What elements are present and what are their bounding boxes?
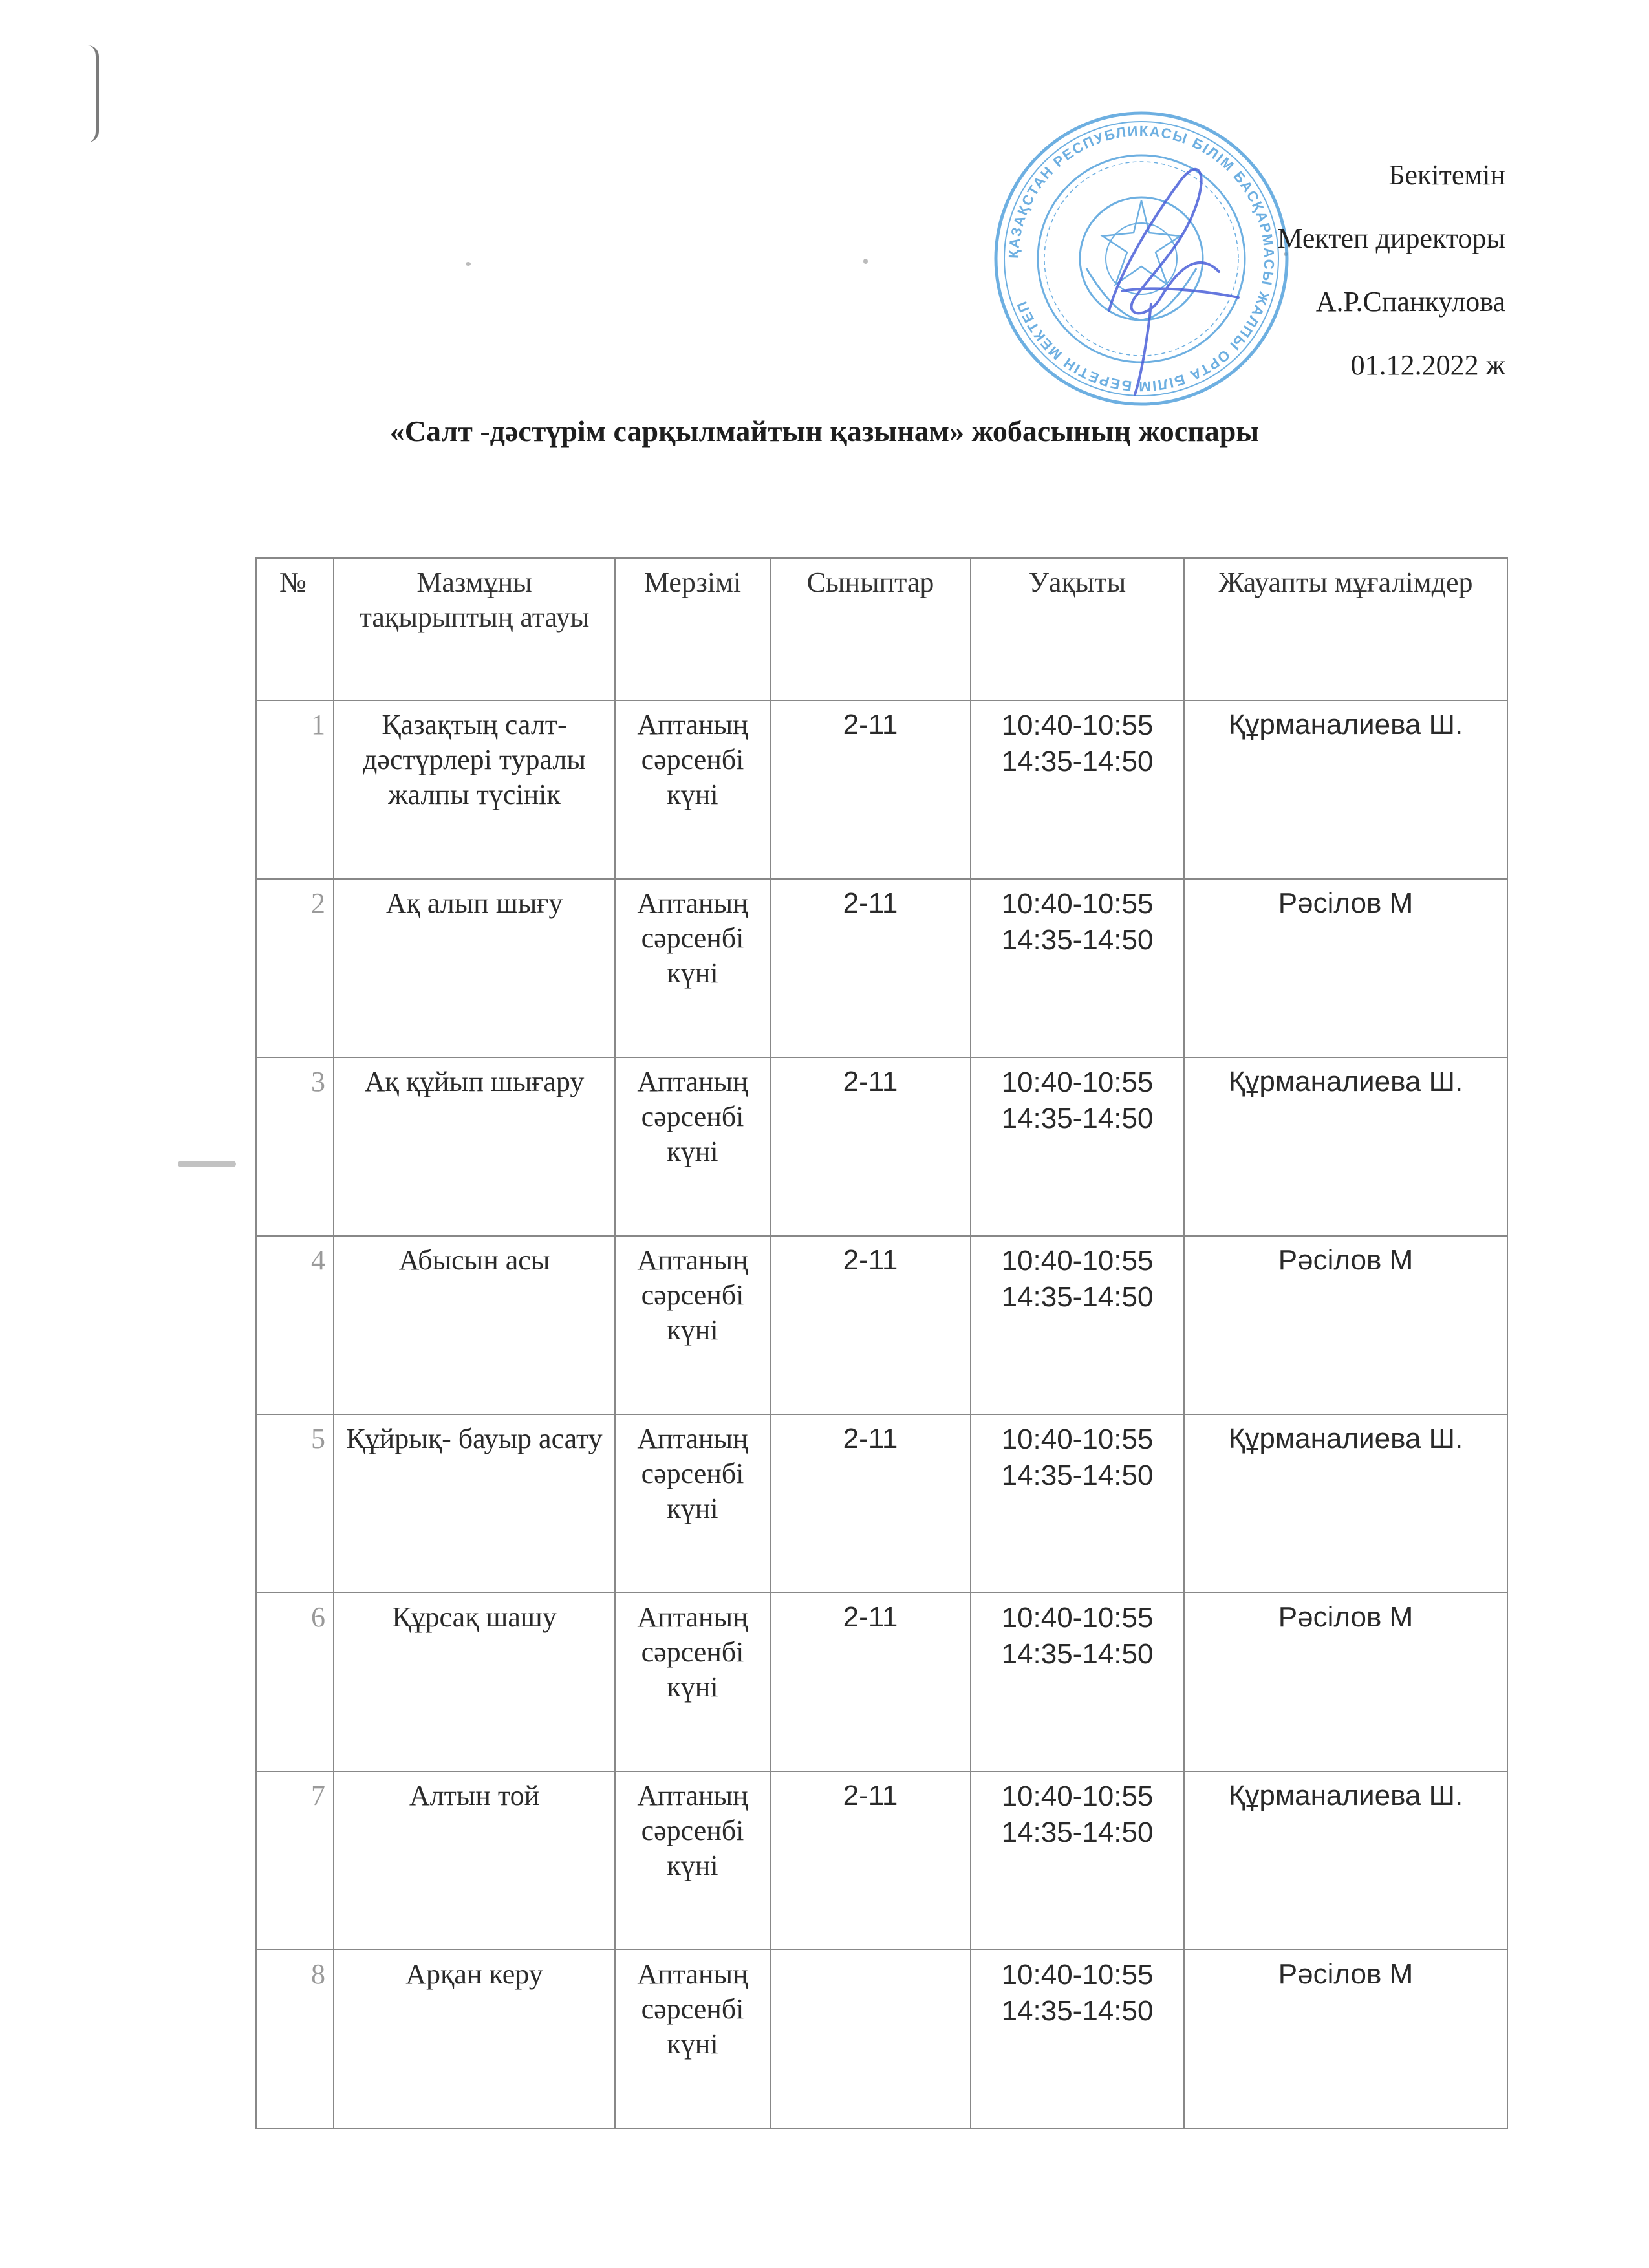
- period-cell: Аптаның сәрсенбі күні: [615, 1593, 770, 1771]
- scan-speck: [863, 259, 868, 264]
- time-cell: [971, 1950, 1184, 2128]
- period-cell: Аптаның сәрсенбі күні: [615, 1236, 770, 1414]
- time-slot: 14:35-14:50: [1001, 1281, 1154, 1313]
- time-slot: 10:40-10:55: [1001, 1423, 1154, 1455]
- header-teachers: Жауапты мұғалімдер: [1184, 558, 1507, 700]
- time-slot: 10:40-10:55: [1001, 1066, 1154, 1098]
- grades-cell: 2-11: [770, 1593, 971, 1771]
- approval-heading: Бекітемін: [1388, 159, 1505, 191]
- teacher-cell: Рәсілов М: [1184, 1593, 1507, 1771]
- period-cell: Аптаның сәрсенбі күні: [615, 1057, 770, 1236]
- director-title: Мектеп директоры: [1277, 222, 1505, 254]
- grades-cell: 2-11: [770, 1236, 971, 1414]
- approval-date: 01.12.2022 ж: [1350, 349, 1505, 381]
- period-cell: Аптаның сәрсенбі күні: [615, 1771, 770, 1950]
- period-cell: Аптаның сәрсенбі күні: [615, 1414, 770, 1593]
- svg-text:ҚАЗАҚСТАН РЕСПУБЛИКАСЫ БІЛІМ Б: [1006, 123, 1277, 394]
- topic-cell: Ақ құйып шығару: [334, 1057, 615, 1236]
- grades-cell: 2-11: [770, 1057, 971, 1236]
- time-slot: 10:40-10:55: [1001, 1780, 1154, 1812]
- topic-cell: Абысын асы: [334, 1236, 615, 1414]
- scan-edge-mark: [88, 45, 99, 142]
- time-cell: [971, 1236, 1184, 1414]
- table-row: [256, 700, 1507, 879]
- table-row: [256, 1414, 1507, 1593]
- header-number: №: [256, 558, 334, 700]
- row-number: 6: [256, 1593, 334, 1771]
- grades-cell: 2-11: [770, 1414, 971, 1593]
- row-number: 1: [256, 700, 334, 879]
- header-topic: Мазмұны тақырыптың атауы: [334, 558, 615, 700]
- grades-cell: 2-11: [770, 700, 971, 879]
- table-row: [256, 1950, 1507, 2128]
- grades-cell: 2-11: [770, 1771, 971, 1950]
- topic-cell: Құйрық- бауыр асату: [334, 1414, 615, 1593]
- row-number: 4: [256, 1236, 334, 1414]
- director-name: А.Р.Спанкулова: [1315, 286, 1505, 318]
- teacher-cell: Құрманалиева Ш.: [1184, 700, 1507, 879]
- row-number: 5: [256, 1414, 334, 1593]
- table-header-row: [256, 558, 1507, 700]
- row-number: 7: [256, 1771, 334, 1950]
- period-cell: Аптаның сәрсенбі күні: [615, 700, 770, 879]
- school-stamp: [986, 103, 1297, 414]
- topic-cell: Ақ алып шығу: [334, 879, 615, 1057]
- table-row: [256, 879, 1507, 1057]
- time-cell: [971, 1414, 1184, 1593]
- time-slot: 10:40-10:55: [1001, 1245, 1154, 1277]
- table-row: [256, 1593, 1507, 1771]
- time-slot: 10:40-10:55: [1001, 709, 1154, 741]
- time-slot: 14:35-14:50: [1001, 1638, 1154, 1670]
- header-time: Уақыты: [971, 558, 1184, 700]
- time-slot: 10:40-10:55: [1001, 888, 1154, 920]
- teacher-cell: Құрманалиева Ш.: [1184, 1771, 1507, 1950]
- table-row: [256, 1236, 1507, 1414]
- time-slot: 10:40-10:55: [1001, 1959, 1154, 1991]
- time-slot: 14:35-14:50: [1001, 1103, 1154, 1134]
- grades-cell: [770, 1950, 971, 2128]
- teacher-cell: Рәсілов М: [1184, 1950, 1507, 2128]
- topic-cell: Қазақтың салт-дәстүрлері туралы жалпы түсінік: [334, 700, 615, 879]
- time-slot: 10:40-10:55: [1001, 1602, 1154, 1634]
- time-slot: 14:35-14:50: [1001, 1995, 1154, 2027]
- time-cell: [971, 1771, 1184, 1950]
- table-row: [256, 1057, 1507, 1236]
- period-cell: Аптаның сәрсенбі күні: [615, 1950, 770, 2128]
- time-slot: 14:35-14:50: [1001, 924, 1154, 956]
- header-grades: Сыныптар: [770, 558, 971, 700]
- time-slot: 14:35-14:50: [1001, 1817, 1154, 1848]
- time-cell: [971, 879, 1184, 1057]
- topic-cell: Арқан керу: [334, 1950, 615, 2128]
- time-slot: 14:35-14:50: [1001, 1460, 1154, 1491]
- teacher-cell: Құрманалиева Ш.: [1184, 1057, 1507, 1236]
- teacher-cell: Рәсілов М: [1184, 879, 1507, 1057]
- header-period: Мерзімі: [615, 558, 770, 700]
- time-cell: [971, 1057, 1184, 1236]
- teacher-cell: Құрманалиева Ш.: [1184, 1414, 1507, 1593]
- approval-block: [1277, 144, 1505, 397]
- table-row: [256, 1771, 1507, 1950]
- plan-table: [255, 557, 1508, 2129]
- row-number: 3: [256, 1057, 334, 1236]
- teacher-cell: Рәсілов М: [1184, 1236, 1507, 1414]
- stamp-text: ҚАЗАҚСТАН РЕСПУБЛИКАСЫ БІЛІМ БАСҚАРМАСЫ ЖАЛПЫ ОРТА БІЛІМ БЕРЕТІН МЕКТЕП: [1005, 122, 1278, 395]
- scan-speck: [178, 1161, 236, 1167]
- topic-cell: Алтын той: [334, 1771, 615, 1950]
- row-number: 2: [256, 879, 334, 1057]
- grades-cell: 2-11: [770, 879, 971, 1057]
- document-title: «Салт -дәстүрім сарқылмайтын қазынам» жобасының жоспары: [389, 415, 1260, 448]
- time-cell: [971, 700, 1184, 879]
- scan-speck: [466, 262, 471, 266]
- time-cell: [971, 1593, 1184, 1771]
- row-number: 8: [256, 1950, 334, 2128]
- time-slot: 14:35-14:50: [1001, 746, 1154, 777]
- topic-cell: Құрсақ шашу: [334, 1593, 615, 1771]
- period-cell: Аптаның сәрсенбі күні: [615, 879, 770, 1057]
